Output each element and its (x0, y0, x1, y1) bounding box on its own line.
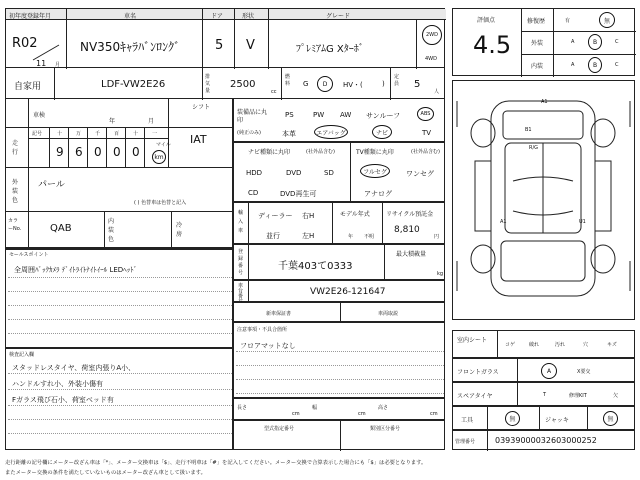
mileage-digit: 6 (75, 145, 83, 159)
aircon-label: 冷房 (176, 222, 183, 238)
repair-label: 修復歴 (527, 18, 546, 25)
eval-label: 評価点 (477, 17, 496, 24)
windshield-a-circle (541, 363, 557, 379)
int-b: B (592, 61, 598, 69)
import-left: 左H (302, 232, 315, 240)
car-outline-diagram (453, 81, 634, 319)
color-no-label: カラーNo. (8, 218, 22, 232)
ext-c: C (615, 39, 619, 45)
mgmt-box (452, 430, 635, 450)
navi-dvd-play: DVD再生可 (280, 190, 317, 198)
usage: 自家用 (14, 82, 42, 92)
tv-label: TV種類に丸印 (356, 149, 394, 156)
jack-value: 無 (607, 416, 614, 423)
windshield-label: フロントガラス (457, 369, 499, 376)
inspector-line-3: Fガラス飛び石小、荷室ベッド有 (12, 396, 114, 404)
fullseg-circle (360, 164, 390, 178)
tools-label: 工具 (461, 417, 474, 424)
interior-label: 内装色 (108, 218, 115, 243)
spare-missing: 欠 (613, 393, 619, 399)
equip-ps: PS (285, 111, 294, 119)
navi-hdd: HDD (246, 169, 263, 177)
tv-oneseg: ワンセグ (406, 170, 434, 178)
length-cm: cm (292, 411, 300, 417)
mileage-label: 走行 (12, 140, 19, 156)
int-b-circle (588, 57, 602, 73)
recycle: 8,810 (394, 225, 420, 235)
sales-point (5, 248, 233, 348)
fuel-opt-g: G (303, 80, 309, 88)
windshield-box (452, 358, 635, 382)
equipment-label: 装備品に丸印 (237, 109, 268, 124)
max-load-label: 最大積載量 (396, 251, 427, 258)
chassis-box (233, 280, 445, 302)
navi-sub-label: (社外品含む) (306, 149, 335, 155)
model-year-unknown: 不明 (364, 234, 375, 240)
yen: 円 (434, 234, 440, 240)
notes-label: 注意事項・不具合箇所 (237, 327, 288, 333)
tv-fullseg: フルセグ (363, 168, 387, 176)
equipment-sub-label: (純正のみ) (237, 130, 261, 136)
history-box (233, 302, 445, 322)
grade: ﾌﾟﾚﾐｱﾑG Xﾀｰﾎﾞ (296, 44, 364, 55)
inspector-box (5, 348, 233, 450)
tools-circle (505, 411, 520, 426)
navi-cd: CD (248, 189, 259, 197)
equip-airbag: エアバッグ (316, 129, 346, 137)
model-code: LDF-VW2E26 (101, 79, 166, 90)
spare-kit: 修理KIT (569, 393, 587, 399)
shift: IAT (190, 133, 207, 146)
import-parallel: 並行 (266, 232, 280, 240)
new-car-label: 新車保証書 (266, 311, 292, 317)
equip-tv: TV (422, 129, 432, 137)
ext-b: B (592, 38, 598, 46)
spare-label: スペアタイヤ (457, 393, 493, 400)
model-year-label: モデル年式 (340, 211, 370, 218)
header-row (5, 8, 445, 68)
mark-u1: U1 (579, 219, 586, 225)
airbag-circle (314, 125, 348, 139)
tv-sub-label: (社外品含む) (411, 149, 440, 155)
mgmt-label: 管理番号 (455, 439, 476, 445)
equip-leather: 本革 (282, 130, 296, 138)
import-dealer: ディーラー (258, 212, 293, 220)
inspection-month: 月 (148, 118, 155, 125)
dims-box (233, 398, 445, 420)
fuel-opt-close: ) (382, 80, 385, 88)
capacity-label: 定員 (394, 74, 400, 87)
equip-navi: ナビ (375, 129, 388, 137)
mileage-digit-label: 記号 (32, 131, 43, 137)
displacement-label: 排気量 (205, 74, 211, 94)
displacement: 2500 (230, 79, 256, 90)
navi-sd: SD (324, 169, 334, 177)
repair-yes: 有 (565, 18, 571, 24)
month-unit: 月 (55, 62, 61, 68)
seat-ana: 穴 (583, 342, 589, 348)
spare-t: T (543, 392, 547, 398)
height-label: 高さ (378, 405, 389, 411)
seat-kizu: キズ (607, 342, 617, 348)
shift-label: シフト (192, 104, 211, 111)
shape-label: 形状 (242, 13, 255, 20)
ext-b-circle (588, 34, 602, 50)
inspector-label: 検査記入欄 (9, 352, 35, 358)
fuel-opt-d: D (322, 80, 328, 88)
grade-label: グレード (326, 13, 351, 20)
mileage-digit-label: 百 (114, 131, 120, 137)
mileage-digit: 9 (56, 145, 64, 159)
spare-box (452, 382, 635, 406)
windshield-x: X要交 (577, 369, 591, 375)
inspection-label: 車検 (33, 112, 46, 119)
mark-a1-left: A1 (500, 219, 507, 225)
import-box (233, 202, 445, 244)
navi-circle (372, 125, 392, 139)
mile-label: マイル (156, 142, 171, 148)
interior-seat-box (452, 330, 635, 358)
mileage-digit-label: 一 (152, 131, 158, 137)
inspector-line-1: スタッドレスタイヤ、荷室内張りA小、 (12, 364, 136, 372)
windshield-a: A (546, 367, 552, 375)
fuel-opt-hv: HV・( (343, 81, 363, 89)
drive-4wd: 4WD (425, 56, 437, 62)
grade-box (452, 8, 635, 76)
km-circle (152, 150, 166, 164)
cc-unit: cc (271, 89, 277, 95)
exterior-color: パール (38, 180, 65, 190)
import-right: 右H (302, 212, 315, 220)
mileage-digit: 0 (132, 145, 140, 159)
jack-label: ジャッキ (545, 417, 569, 424)
seat-yabure: 破れ (529, 342, 540, 348)
car-name-label: 車名 (124, 13, 137, 20)
equip-aw: AW (340, 111, 352, 119)
recycle-label: リサイクル預託金 (386, 211, 434, 218)
navi-label: ナビ種類に丸印 (248, 149, 291, 156)
car-diagram (452, 80, 635, 320)
fuel-label: 燃料 (285, 74, 291, 87)
doors: 5 (215, 38, 224, 53)
drive-2wd-circle (422, 25, 442, 45)
mileage-digit: 0 (113, 145, 121, 159)
capacity: 5 (414, 79, 421, 90)
spec-row (5, 67, 445, 99)
exterior-label: 外装色 (12, 179, 19, 204)
drive-2wd: 2WD (426, 32, 438, 38)
first-reg-month: 11 (36, 59, 47, 68)
mark-b1: B1 (525, 127, 532, 133)
navi-tv-box (233, 142, 445, 202)
int-c: C (615, 62, 619, 68)
height-cm: cm (430, 411, 438, 417)
sales-point-text: 全周囲ﾊﾞｯｸｶﾒﾗ ﾃﾞｲﾄﾗｲﾄﾅｲﾄｲｰﾙ LEDﾍｯﾄﾞ (14, 266, 138, 274)
navi-dvd: DVD (286, 169, 302, 177)
import-label: 輸入車 (238, 210, 244, 234)
mileage-digit-label: 万 (76, 131, 82, 137)
repair-no-circle (599, 12, 615, 28)
tools-box (452, 406, 635, 430)
mileage-digit: 0 (94, 145, 102, 159)
int-a: A (571, 62, 575, 68)
first-reg-label: 初年度登録年月 (9, 13, 52, 20)
footer-line-2: またメーター交換の条件を満たしていないものはメーター改ざん車として扱います。 (5, 470, 206, 476)
mgmt-value: 03939000032603000252 (495, 436, 597, 445)
repair-no: 無 (603, 17, 610, 25)
ext-label: 外装 (531, 40, 544, 47)
equip-sunroof: サンルーフ (366, 112, 401, 120)
shape: V (246, 38, 255, 53)
chassis-label: 車台番号 (238, 283, 244, 304)
mileage-digit-label: 十 (133, 131, 139, 137)
km-label: km (154, 153, 164, 161)
color-no: QAB (50, 223, 72, 234)
int-label: 内装 (531, 63, 544, 70)
exterior-note: ( ) 色替車は色替と記入 (134, 200, 187, 206)
mileage-digit-label: 千 (95, 131, 101, 137)
equip-abs: ABS (420, 111, 431, 117)
tools-value: 無 (509, 416, 516, 423)
kg-unit: kg (437, 271, 444, 277)
width-label: 幅 (312, 405, 318, 411)
car-name: NV350ｷｬﾗﾊﾞﾝﾛﾝｸﾞ (80, 40, 181, 54)
door-label: ドア (211, 13, 223, 20)
seat-label: 室内シート (457, 337, 488, 344)
mark-a1-top: A1 (541, 99, 548, 105)
inspection-year: 年 (109, 118, 116, 125)
sales-point-label: セールスポイント (9, 252, 49, 258)
length-label: 長さ (237, 405, 248, 411)
fuel-d-circle (317, 76, 333, 92)
notes-text: フロアマットなし (240, 342, 296, 350)
model-year-year: 年 (348, 234, 354, 240)
type-box (233, 420, 445, 450)
width-cm: cm (358, 411, 366, 417)
registration: 千葉403て0333 (278, 261, 353, 272)
type-label: 型式指定番号 (264, 426, 295, 432)
equip-pw: PW (313, 111, 325, 119)
category-label: 類別区分番号 (370, 426, 401, 432)
equipment-box (233, 98, 445, 142)
tv-analog: アナログ (364, 190, 392, 198)
mileage-digit-label: 十 (57, 131, 63, 137)
ext-a: A (571, 39, 575, 45)
seat-koge: コゲ (505, 342, 516, 348)
registration-label: 登録番号 (238, 249, 244, 276)
mark-rg: R/G (529, 145, 539, 151)
left-block (5, 98, 233, 248)
manual-label: 車両取説 (378, 311, 399, 317)
jack-circle (603, 411, 618, 426)
abs-circle (417, 107, 434, 121)
footer-line-1: 走行距離の記号欄にメーター改ざん車は「*」、メーター交換車は「$」、走行不明車は「#」を記入してください。メーター交換で合算表示した場合にも「$」は必要となります。 (5, 460, 427, 466)
chassis: VW2E26-121647 (310, 287, 386, 297)
seat-yogore: 汚れ (555, 342, 566, 348)
first-reg-year: R02 (12, 36, 38, 51)
notes-box (233, 322, 445, 398)
eval-score: 4.5 (473, 31, 512, 59)
inspector-line-2: ハンドルすれ小、外装小傷有 (12, 380, 103, 388)
capacity-unit: 人 (434, 89, 440, 95)
registration-box (233, 244, 445, 280)
